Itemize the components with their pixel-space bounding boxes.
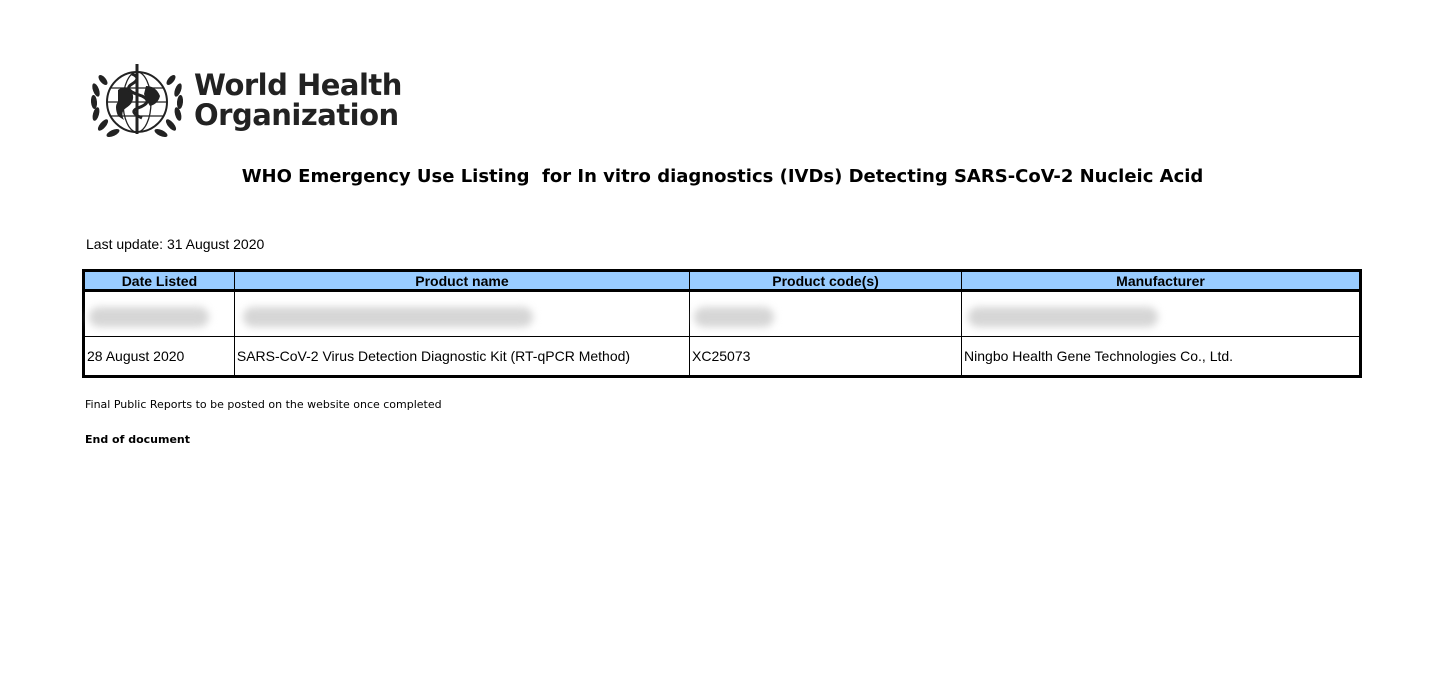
cell-manufacturer: Ningbo Health Gene Technologies Co., Ltd. (962, 337, 1361, 377)
header-date-listed: Date Listed (84, 271, 235, 291)
table-row (84, 337, 1361, 377)
document-title: WHO Emergency Use Listing for In vitro diagnostics (IVDs) Detecting SARS-CoV-2 Nucleic Acid (241, 166, 1204, 187)
redacted-cell (234, 291, 689, 337)
redacted-cell (84, 291, 235, 337)
cell-product-code: XC25073 (690, 337, 962, 377)
cell-date-listed: 28 August 2020 (84, 337, 235, 377)
logo-line-1: World Health (194, 68, 402, 102)
end-of-document: End of document (85, 433, 191, 446)
public-reports-note: Final Public Reports to be posted on the website once completed (85, 398, 442, 411)
redacted-blur (694, 307, 774, 327)
redacted-blur (89, 307, 209, 327)
redacted-cell (690, 291, 962, 337)
header-product-name: Product name (234, 271, 689, 291)
logo-line-2: Organization (194, 98, 399, 132)
who-logo (88, 60, 402, 140)
redacted-cell (962, 291, 1361, 337)
last-update: Last update: 31 August 2020 (86, 236, 265, 252)
redacted-row (84, 291, 1361, 337)
logo-wordmark (194, 70, 402, 130)
cell-product-name: SARS-CoV-2 Virus Detection Diagnostic Kit (RT-qPCR Method) (234, 337, 689, 377)
who-emblem-icon (88, 60, 186, 140)
redacted-blur (968, 307, 1158, 327)
header-manufacturer: Manufacturer (962, 271, 1361, 291)
redacted-blur (243, 307, 533, 327)
eul-listing-table (82, 269, 1362, 378)
header-product-codes: Product code(s) (690, 271, 962, 291)
table-header-row (84, 271, 1361, 291)
